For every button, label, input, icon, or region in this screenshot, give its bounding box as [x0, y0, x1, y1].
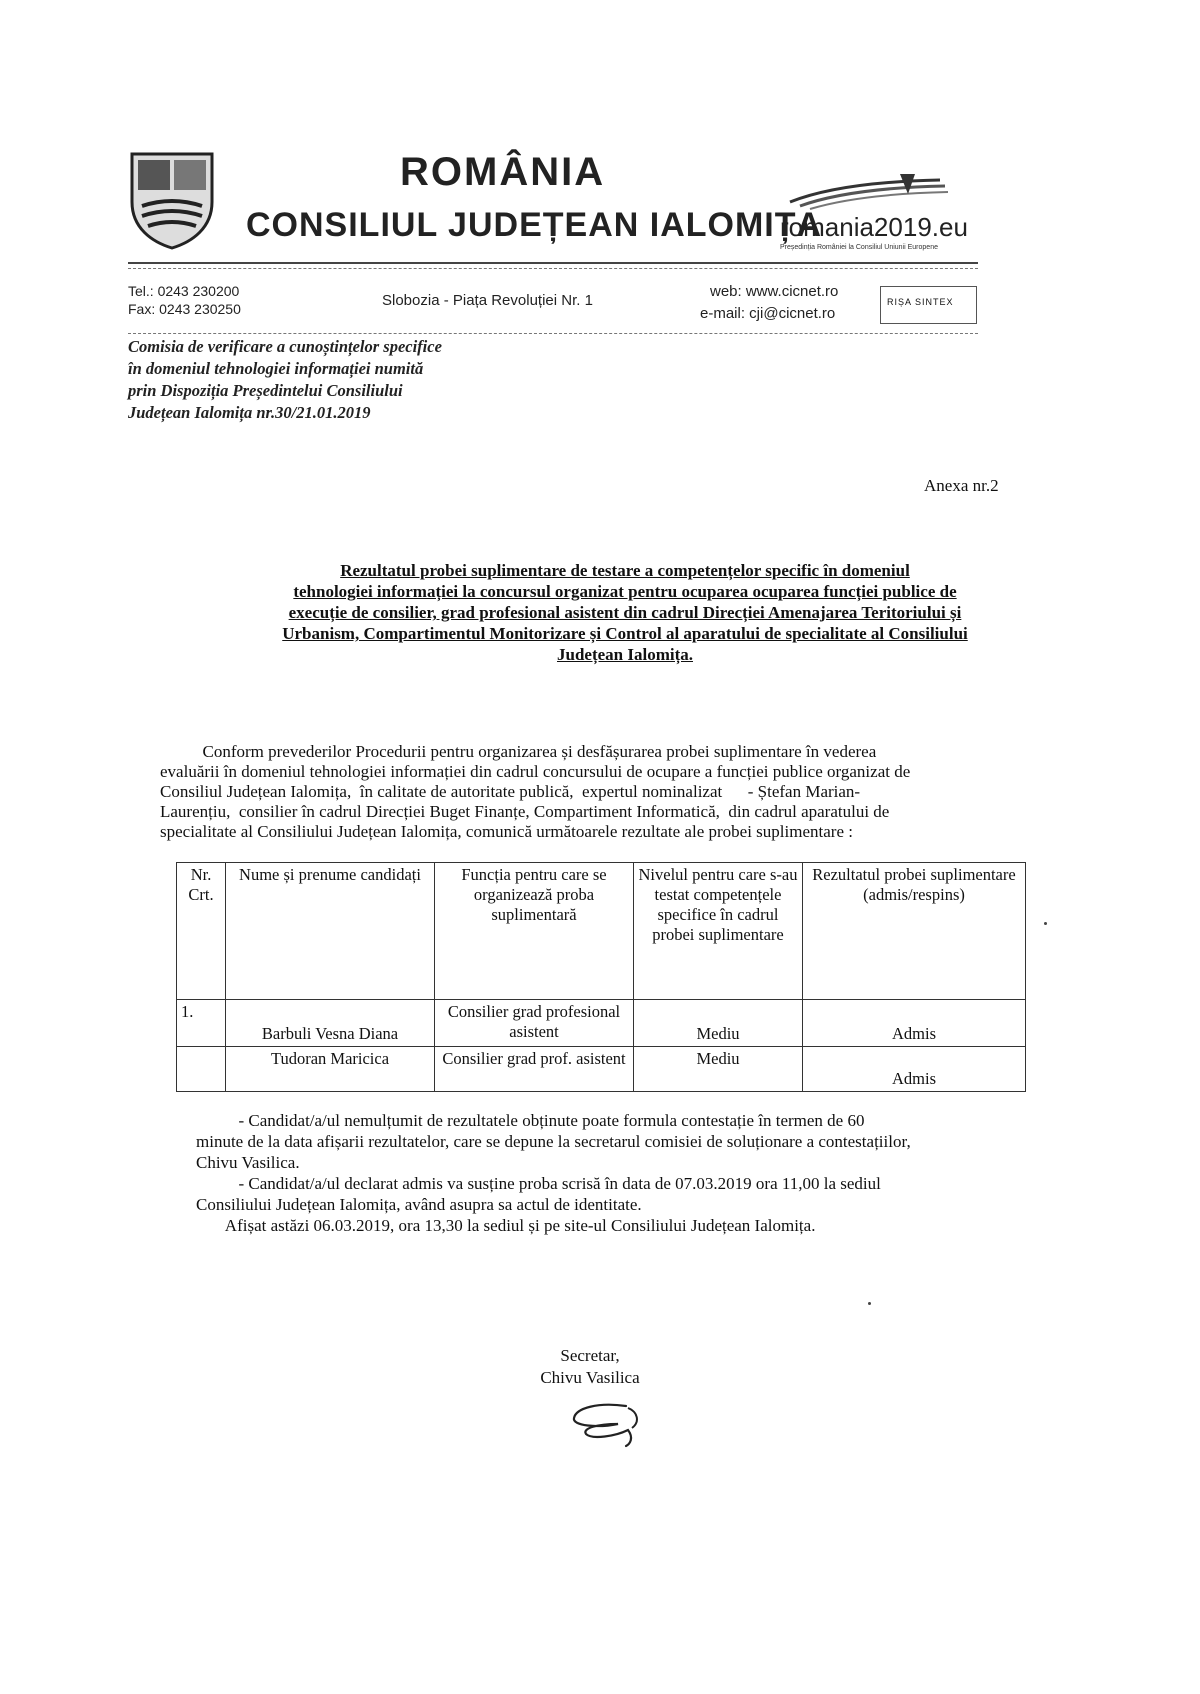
table-row: [177, 1047, 1026, 1092]
cell-name: Barbuli Vesna Diana: [226, 1000, 435, 1047]
cell-level: Mediu: [634, 1000, 803, 1047]
notes-block: [196, 1110, 1056, 1236]
commission-line: prin Dispoziția Președintelui Consiliului: [128, 381, 403, 400]
cell-result: Admis: [803, 1047, 1026, 1092]
table-row: [177, 1000, 1026, 1047]
cell-function: Consilier grad profesional asistent: [435, 1000, 634, 1047]
signature-block: [520, 1345, 660, 1389]
cell-nr: [177, 1047, 226, 1092]
intro-line: evaluării în domeniul tehnologiei informației din cadrul concursului de ocupare a funcției publice organizat de: [160, 762, 911, 781]
header-result: Rezultatul probei suplimentare (admis/respins): [803, 863, 1026, 1000]
intro-line: specialitate al Consiliului Județean Ialomița, comunică următoarele rezultate ale probei suplimentare :: [160, 822, 853, 841]
flag-wave-icon: [780, 172, 950, 212]
scan-speck: [1044, 922, 1047, 925]
heading-line: execuție de consilier, grad profesional asistent din cadrul Direcției Amenajarea Teritoriului și: [288, 603, 962, 622]
brand-text: romania2019.eu: [780, 212, 968, 242]
header-function: Funcția pentru care se organizează proba suplimentară: [435, 863, 634, 1000]
intro-line: Consiliul Județean Ialomița, în calitate de autoritate publică, expertul nominalizat - Ștefan Marian-: [160, 782, 861, 801]
commission-line: Comisia de verificare a cunoștințelor specifice: [128, 337, 442, 356]
commission-line: în domeniul tehnologiei informației numită: [128, 359, 424, 378]
note-line: Consiliului Județean Ialomița, având asupra sa actul de identitate.: [196, 1195, 642, 1214]
header-nr: Nr. Crt.: [177, 863, 226, 1000]
country-title: ROMÂNIA: [400, 150, 606, 194]
cell-level: Mediu: [634, 1047, 803, 1092]
heading-line: Urbanism, Compartimentul Monitorizare și Control al aparatului de specialitate al Consiliului: [282, 624, 968, 643]
email-address: e-mail: cji@cicnet.ro: [700, 305, 836, 322]
cell-function: Consilier grad prof. asistent: [435, 1047, 634, 1092]
fax-number: Fax: 0243 230250: [128, 301, 241, 317]
note-line: minute de la data afișarii rezultatelor, care se depune la secretarul comisiei de soluționare a contestațiilor,: [196, 1132, 911, 1151]
certification-badge: [880, 286, 977, 324]
commission-block: [128, 336, 548, 424]
institution-title: CONSILIUL JUDEȚEAN IALOMIȚA: [246, 206, 823, 244]
results-table: [176, 862, 1026, 1092]
heading-line: Rezultatul probei suplimentare de testare a competențelor specific în domeniul: [340, 561, 910, 580]
signatory-role: Secretar,: [560, 1346, 620, 1365]
phone-number: Tel.: 0243 230200: [128, 283, 240, 299]
address: Slobozia - Piața Revoluției Nr. 1: [382, 292, 593, 309]
header-rule-thin: [128, 268, 978, 269]
romania2019-logo: [780, 172, 980, 252]
note-line: Afișat astăzi 06.03.2019, ora 13,30 la sediul și pe site-ul Consiliului Județean Ialomița.: [196, 1216, 816, 1235]
header-rule: [128, 262, 978, 264]
brand-subtitle: Președinția României la Consiliul Uniunii Europene: [780, 244, 938, 251]
heading-line: Județean Ialomița.: [557, 645, 693, 664]
county-crest-icon: [128, 150, 216, 250]
header-name: Nume și prenume candidați: [226, 863, 435, 1000]
handwritten-signature: [568, 1398, 648, 1448]
commission-line: Județean Ialomița nr.30/21.01.2019: [128, 403, 371, 422]
cell-nr: 1.: [177, 1000, 226, 1047]
signatory-name: Chivu Vasilica: [540, 1368, 640, 1387]
intro-paragraph: [160, 742, 1040, 842]
document-heading: [230, 560, 1020, 665]
scan-speck: [868, 1302, 871, 1305]
annex-number: Anexa nr.2: [924, 476, 999, 495]
note-line: - Candidat/a/ul declarat admis va susține proba scrisă în data de 07.03.2019 ora 11,00 la sediul: [196, 1174, 881, 1193]
heading-line: tehnologiei informației la concursul organizat pentru ocuparea ocuparea funcției publice de: [293, 582, 957, 601]
note-line: - Candidat/a/ul nemulțumit de rezultatele obținute poate formula contestație în termen de 60: [196, 1111, 865, 1130]
contact-rule: [128, 333, 978, 334]
note-line: Chivu Vasilica.: [196, 1153, 300, 1172]
website: web: www.cicnet.ro: [710, 283, 839, 300]
intro-line: Laurențiu, consilier în cadrul Direcției Buget Finanțe, Compartiment Informatică, din cadrul aparatului de: [160, 802, 890, 821]
table-header-row: [177, 863, 1026, 1000]
cell-result: Admis: [803, 1000, 1026, 1047]
intro-line: Conform prevederilor Procedurii pentru organizarea și desfășurarea probei suplimentare în vederea: [160, 742, 877, 761]
header-level: Nivelul pentru care s-au testat competențele specifice în cadrul probei suplimentare: [634, 863, 803, 1000]
certification-label: RIȘA SINTEX: [887, 297, 954, 307]
cell-name: Tudoran Maricica: [226, 1047, 435, 1092]
